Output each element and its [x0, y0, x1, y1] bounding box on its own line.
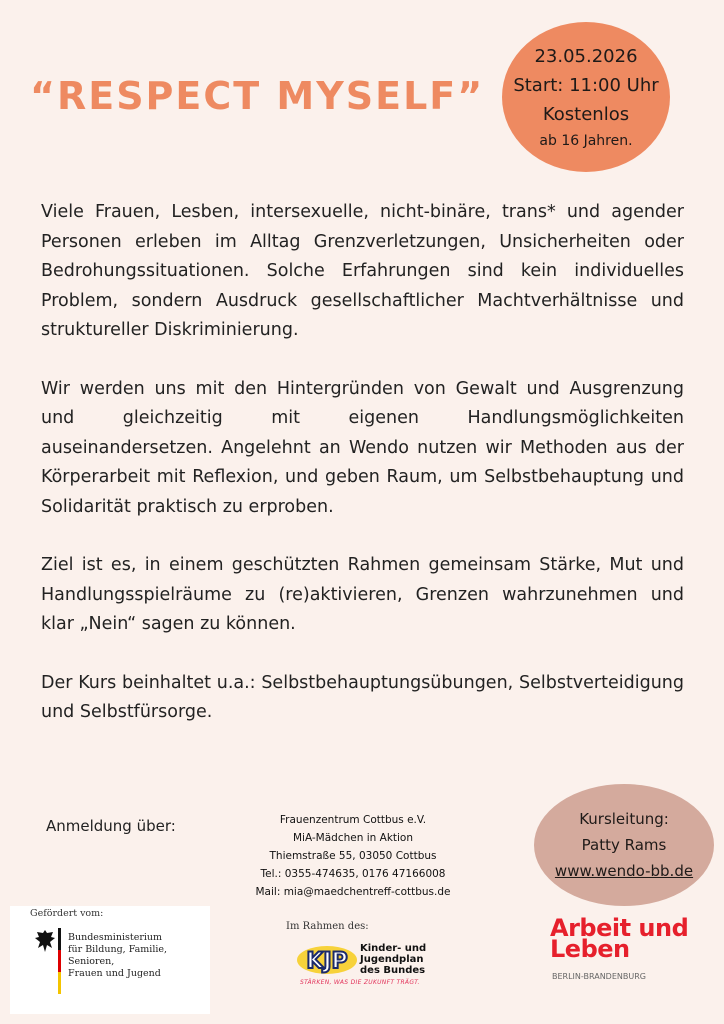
event-date: 23.05.2026: [534, 45, 638, 67]
german-flag-bar: [58, 928, 61, 994]
arbeit-und-leben-logo: Arbeit und Leben: [550, 914, 689, 963]
signup-label: Anmeldung über:: [46, 817, 176, 835]
teacher-label: Kursleitung:: [579, 810, 669, 828]
arbeit-und-leben-region: BERLIN-BRANDENBURG: [552, 972, 646, 981]
teacher-website-link[interactable]: www.wendo-bb.de: [554, 862, 694, 880]
paragraph-course: Der Kurs beinhaltet u.a.: Selbstbehauptungsübungen, Selbstverteidigung und Selbstfürsorge.: [41, 672, 684, 722]
event-title: “RESPECT MYSELF”: [30, 74, 485, 118]
kjp-slogan: STÄRKEN, WAS DIE ZUKUNFT TRÄGT.: [300, 979, 420, 986]
event-age: ab 16 Jahren.: [539, 132, 633, 149]
paragraph-intro: Viele Frauen, Lesben, intersexuelle, nicht-binäre, trans* und agender Personen erleben im Alltag Grenzverletzungen, Unsicherheiten oder Bedrohungssituationen. Solche Erfahrungen sind kein individuelles Problem, sondern Ausdruck gesellschaftlicher Machtverhältnisse und struktureller Diskriminierung.: [41, 202, 684, 340]
contact-phone: Tel.: 0355-474635, 0176 47166008: [260, 868, 446, 880]
contact-block: [236, 811, 470, 901]
funder-label: Gefördert vom:: [30, 908, 104, 919]
funder-ministry-name: Bundesministerium für Bildung, Familie, Senioren, Frauen und Jugend: [68, 932, 168, 979]
kjp-logo-icon: [296, 944, 358, 976]
teacher-name: Patty Rams: [581, 836, 667, 854]
contact-org: Frauenzentrum Cottbus e.V.: [279, 814, 427, 826]
kjp-logo-text: KJP: [306, 949, 348, 974]
event-start-time: Start: 11:00 Uhr: [513, 74, 659, 96]
paragraph-content: Wir werden uns mit den Hintergründen von Gewalt und Ausgrenzung und gleichzeitig mit eigenen Handlungsmöglichkeiten auseinandersetzen. Angelehnt an Wendo nutzen wir Methoden aus der Körperarbeit mit Reflexion, und geben Raum, um Selbstbehauptung und Solidarität praktisch zu erproben.: [41, 378, 684, 517]
federal-eagle-icon: [34, 928, 56, 954]
kjp-program-name: Kinder- und Jugendplan des Bundes: [360, 943, 427, 976]
kjp-label: Im Rahmen des:: [286, 921, 369, 932]
date-badge: [502, 22, 670, 172]
description: [41, 198, 684, 757]
event-price: Kostenlos: [542, 103, 630, 125]
teacher-badge: [534, 784, 714, 906]
contact-address: Thiemstraße 55, 03050 Cottbus: [269, 850, 437, 862]
contact-mail[interactable]: Mail: mia@maedchentreff-cottbus.de: [255, 886, 451, 898]
contact-project: MiA-Mädchen in Aktion: [292, 832, 414, 844]
funder-logo-box: [10, 906, 210, 1014]
paragraph-goal: Ziel ist es, in einem geschützten Rahmen gemeinsam Stärke, Mut und Handlungsspielräume zu (re)aktivieren, Grenzen wahrzunehmen und klar „Nein“ sagen zu können.: [41, 555, 684, 634]
